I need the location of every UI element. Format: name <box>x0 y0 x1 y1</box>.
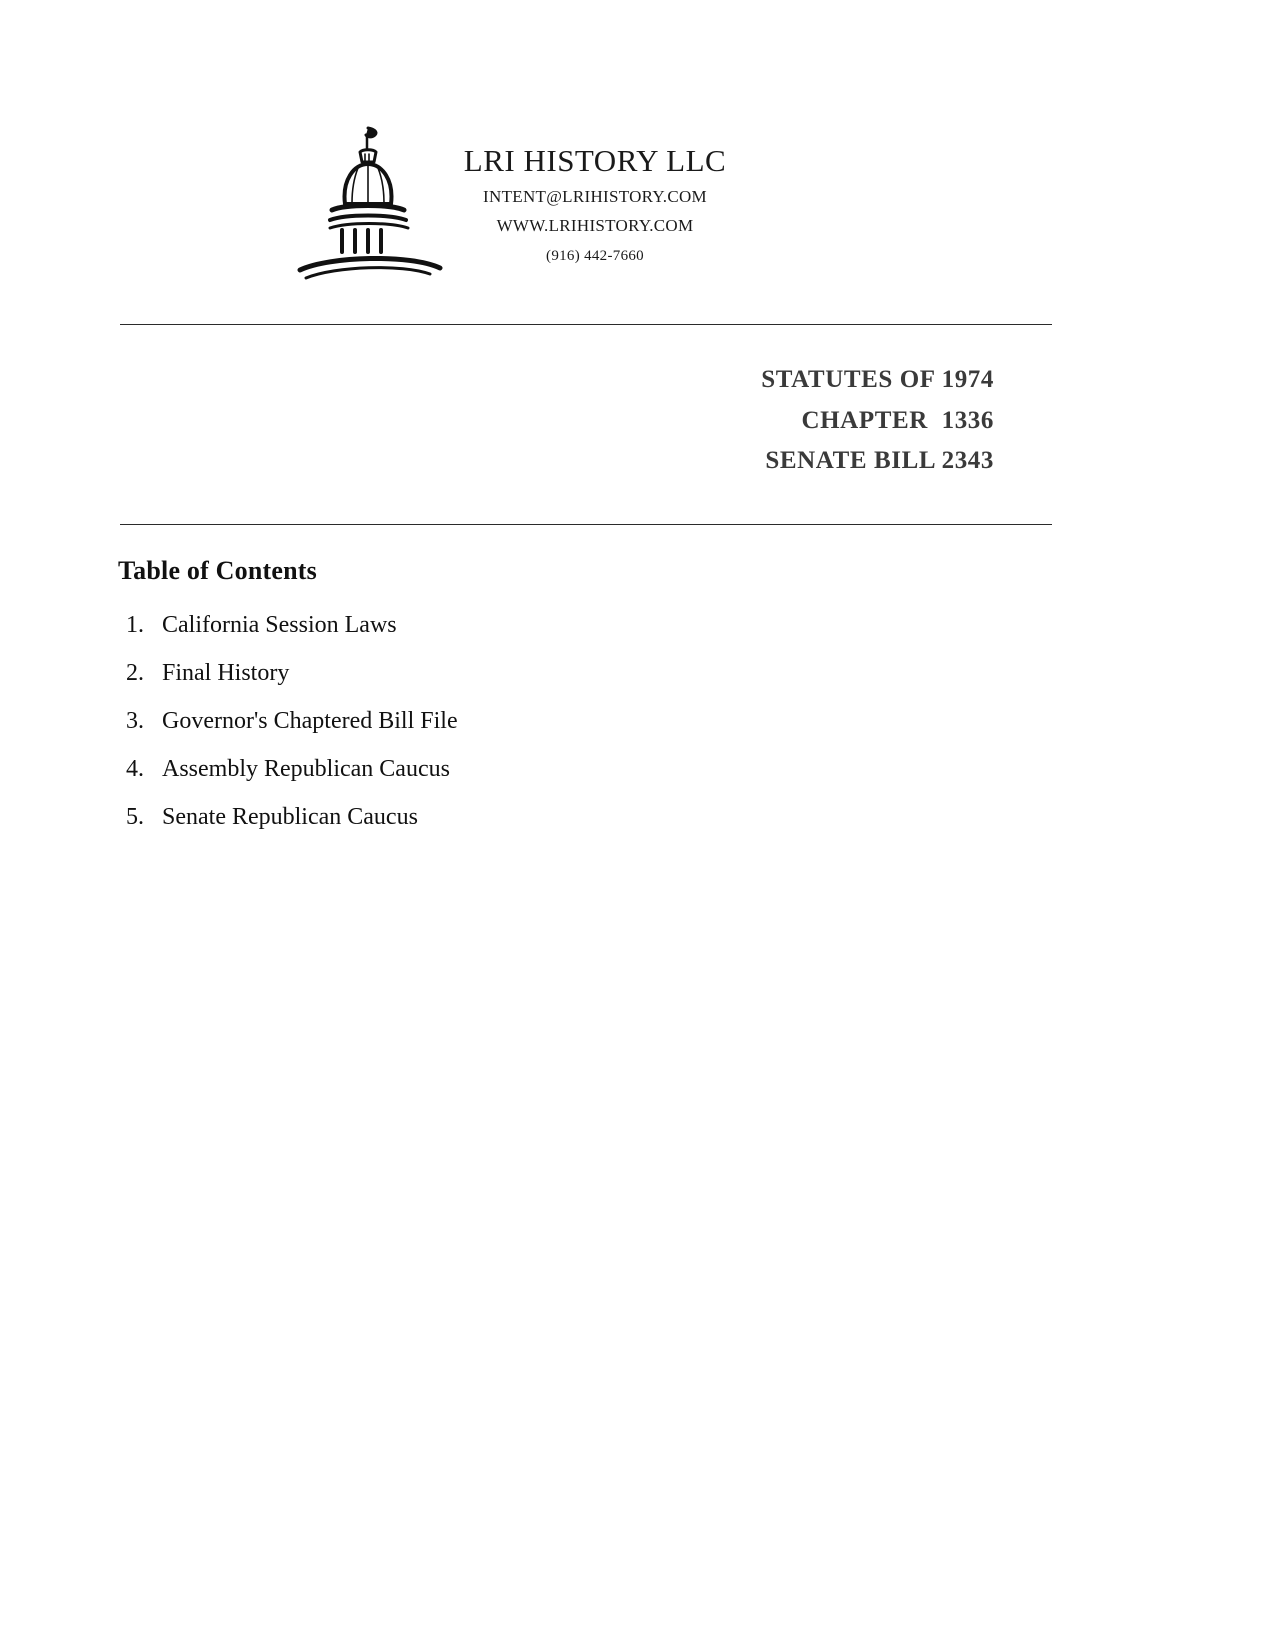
list-item-label: Assembly Republican Caucus <box>162 756 450 782</box>
company-email: INTENT@LRIHISTORY.COM <box>483 187 707 207</box>
statutes-line: STATUTES OF 1974 <box>761 366 994 393</box>
list-item[interactable] <box>118 612 878 660</box>
company-website: WWW.LRIHISTORY.COM <box>496 216 694 236</box>
list-item-number: 1. <box>126 612 144 638</box>
divider-top <box>120 324 1052 325</box>
divider-bottom <box>120 524 1052 525</box>
letterhead <box>0 108 1276 298</box>
chapter-line: CHAPTER 1336 <box>801 406 994 434</box>
list-item-label: Final History <box>162 660 290 686</box>
list-item-number: 3. <box>126 708 144 734</box>
bill-line: SENATE BILL 2343 <box>765 447 994 474</box>
capitol-dome-icon <box>290 118 450 288</box>
company-phone: (916) 442-7660 <box>546 248 644 265</box>
list-item-label: California Session Laws <box>162 612 397 638</box>
list-item-number: 4. <box>126 756 144 782</box>
table-of-contents-heading: Table of Contents <box>118 556 317 585</box>
company-contact-block <box>430 144 760 265</box>
list-item-label: Senate Republican Caucus <box>162 804 418 830</box>
title-block <box>120 360 994 482</box>
list-item-number: 2. <box>126 660 144 686</box>
list-item[interactable] <box>118 804 878 852</box>
table-of-contents-list <box>118 612 878 852</box>
list-item[interactable] <box>118 756 878 804</box>
list-item-number: 5. <box>126 804 144 830</box>
company-name: LRI HISTORY LLC <box>463 143 727 178</box>
list-item-label: Governor's Chaptered Bill File <box>162 708 458 734</box>
list-item[interactable] <box>118 708 878 756</box>
list-item[interactable] <box>118 660 878 708</box>
